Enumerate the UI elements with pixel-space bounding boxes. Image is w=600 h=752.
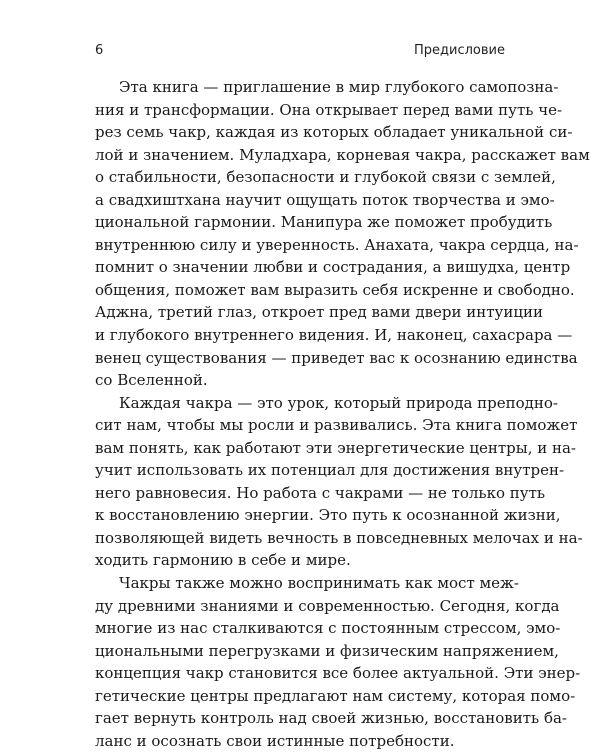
text-line: него равновесия. Но работа с чакрами — не только путь	[95, 483, 546, 502]
text-line: Аджна, третий глаз, откроет пред вами двери интуиции	[95, 303, 544, 322]
text-line: ходить гармонию в себе и мире.	[95, 551, 351, 570]
text-line: ланс и осознать свои истинные потребности.	[95, 731, 455, 750]
text-line: венец существования — приведет вас к осознанию единства	[95, 348, 578, 367]
paragraph-2	[95, 392, 583, 572]
text-line: к восстановлению энергии. Это путь к осознанной жизни,	[95, 506, 561, 525]
text-line: Эта книга — приглашение в мир глубокого самопозна-	[119, 78, 559, 96]
text-line: а свадхиштхана научит ощущать поток творчества и эмо-	[95, 190, 555, 209]
text-line: со Вселенной.	[95, 371, 208, 390]
running-head	[95, 43, 505, 58]
body-text	[95, 76, 590, 752]
text-line: концепция чакр становится все более актуальной. Эти энер-	[95, 664, 581, 683]
text-line: ния и трансформации. Она открывает перед вами путь че-	[95, 100, 563, 119]
page-number: 6	[95, 43, 104, 58]
text-line: Каждая чакра — это урок, который природа преподно-	[119, 393, 558, 412]
text-line: гает вернуть контроль над своей жизнью, восстановить ба-	[95, 709, 567, 728]
text-line: циональной гармонии. Манипура же поможет пробудить	[95, 213, 553, 232]
text-line: учит использовать их потенциал для достижения внутрен-	[95, 461, 565, 480]
text-line: рез семь чакр, каждая из которых обладает уникальной си-	[95, 123, 573, 142]
text-line: многие из нас сталкиваются с постоянным стрессом, эмо-	[95, 619, 561, 638]
text-line: циональными перегрузками и физическим напряжением,	[95, 641, 559, 660]
text-line: позволяющей видеть вечность в повседневных мелочах и на-	[95, 528, 583, 547]
text-line: гетические центры предлагают нам систему, которая помо-	[95, 686, 576, 705]
text-line: Чакры также можно воспринимать как мост меж-	[119, 574, 519, 593]
text-line: сит нам, чтобы мы росли и развивались. Эта книга поможет	[95, 416, 578, 435]
section-title: Предисловие	[414, 43, 505, 58]
paragraph-1	[95, 76, 590, 392]
text-line: ду древними знаниями и современностью. Сегодня, когда	[95, 596, 560, 615]
text-line: о стабильности, безопасности и глубокой связи с землей,	[95, 168, 556, 187]
text-line: и глубокого внутреннего видения. И, наконец, сахасрара —	[95, 326, 573, 345]
text-line: лой и значением. Муладхара, корневая чакра, расскажет вам	[95, 145, 590, 164]
text-line: общения, поможет вам выразить себя искренне и свободно.	[95, 280, 575, 299]
text-line: вам понять, как работают эти энергетические центры, и на-	[95, 438, 577, 457]
text-line: помнит о значении любви и сострадания, а вишудха, центр	[95, 258, 571, 277]
text-line: внутреннюю силу и уверенность. Анахата, чакра сердца, на-	[95, 235, 579, 254]
paragraph-3	[95, 572, 581, 752]
